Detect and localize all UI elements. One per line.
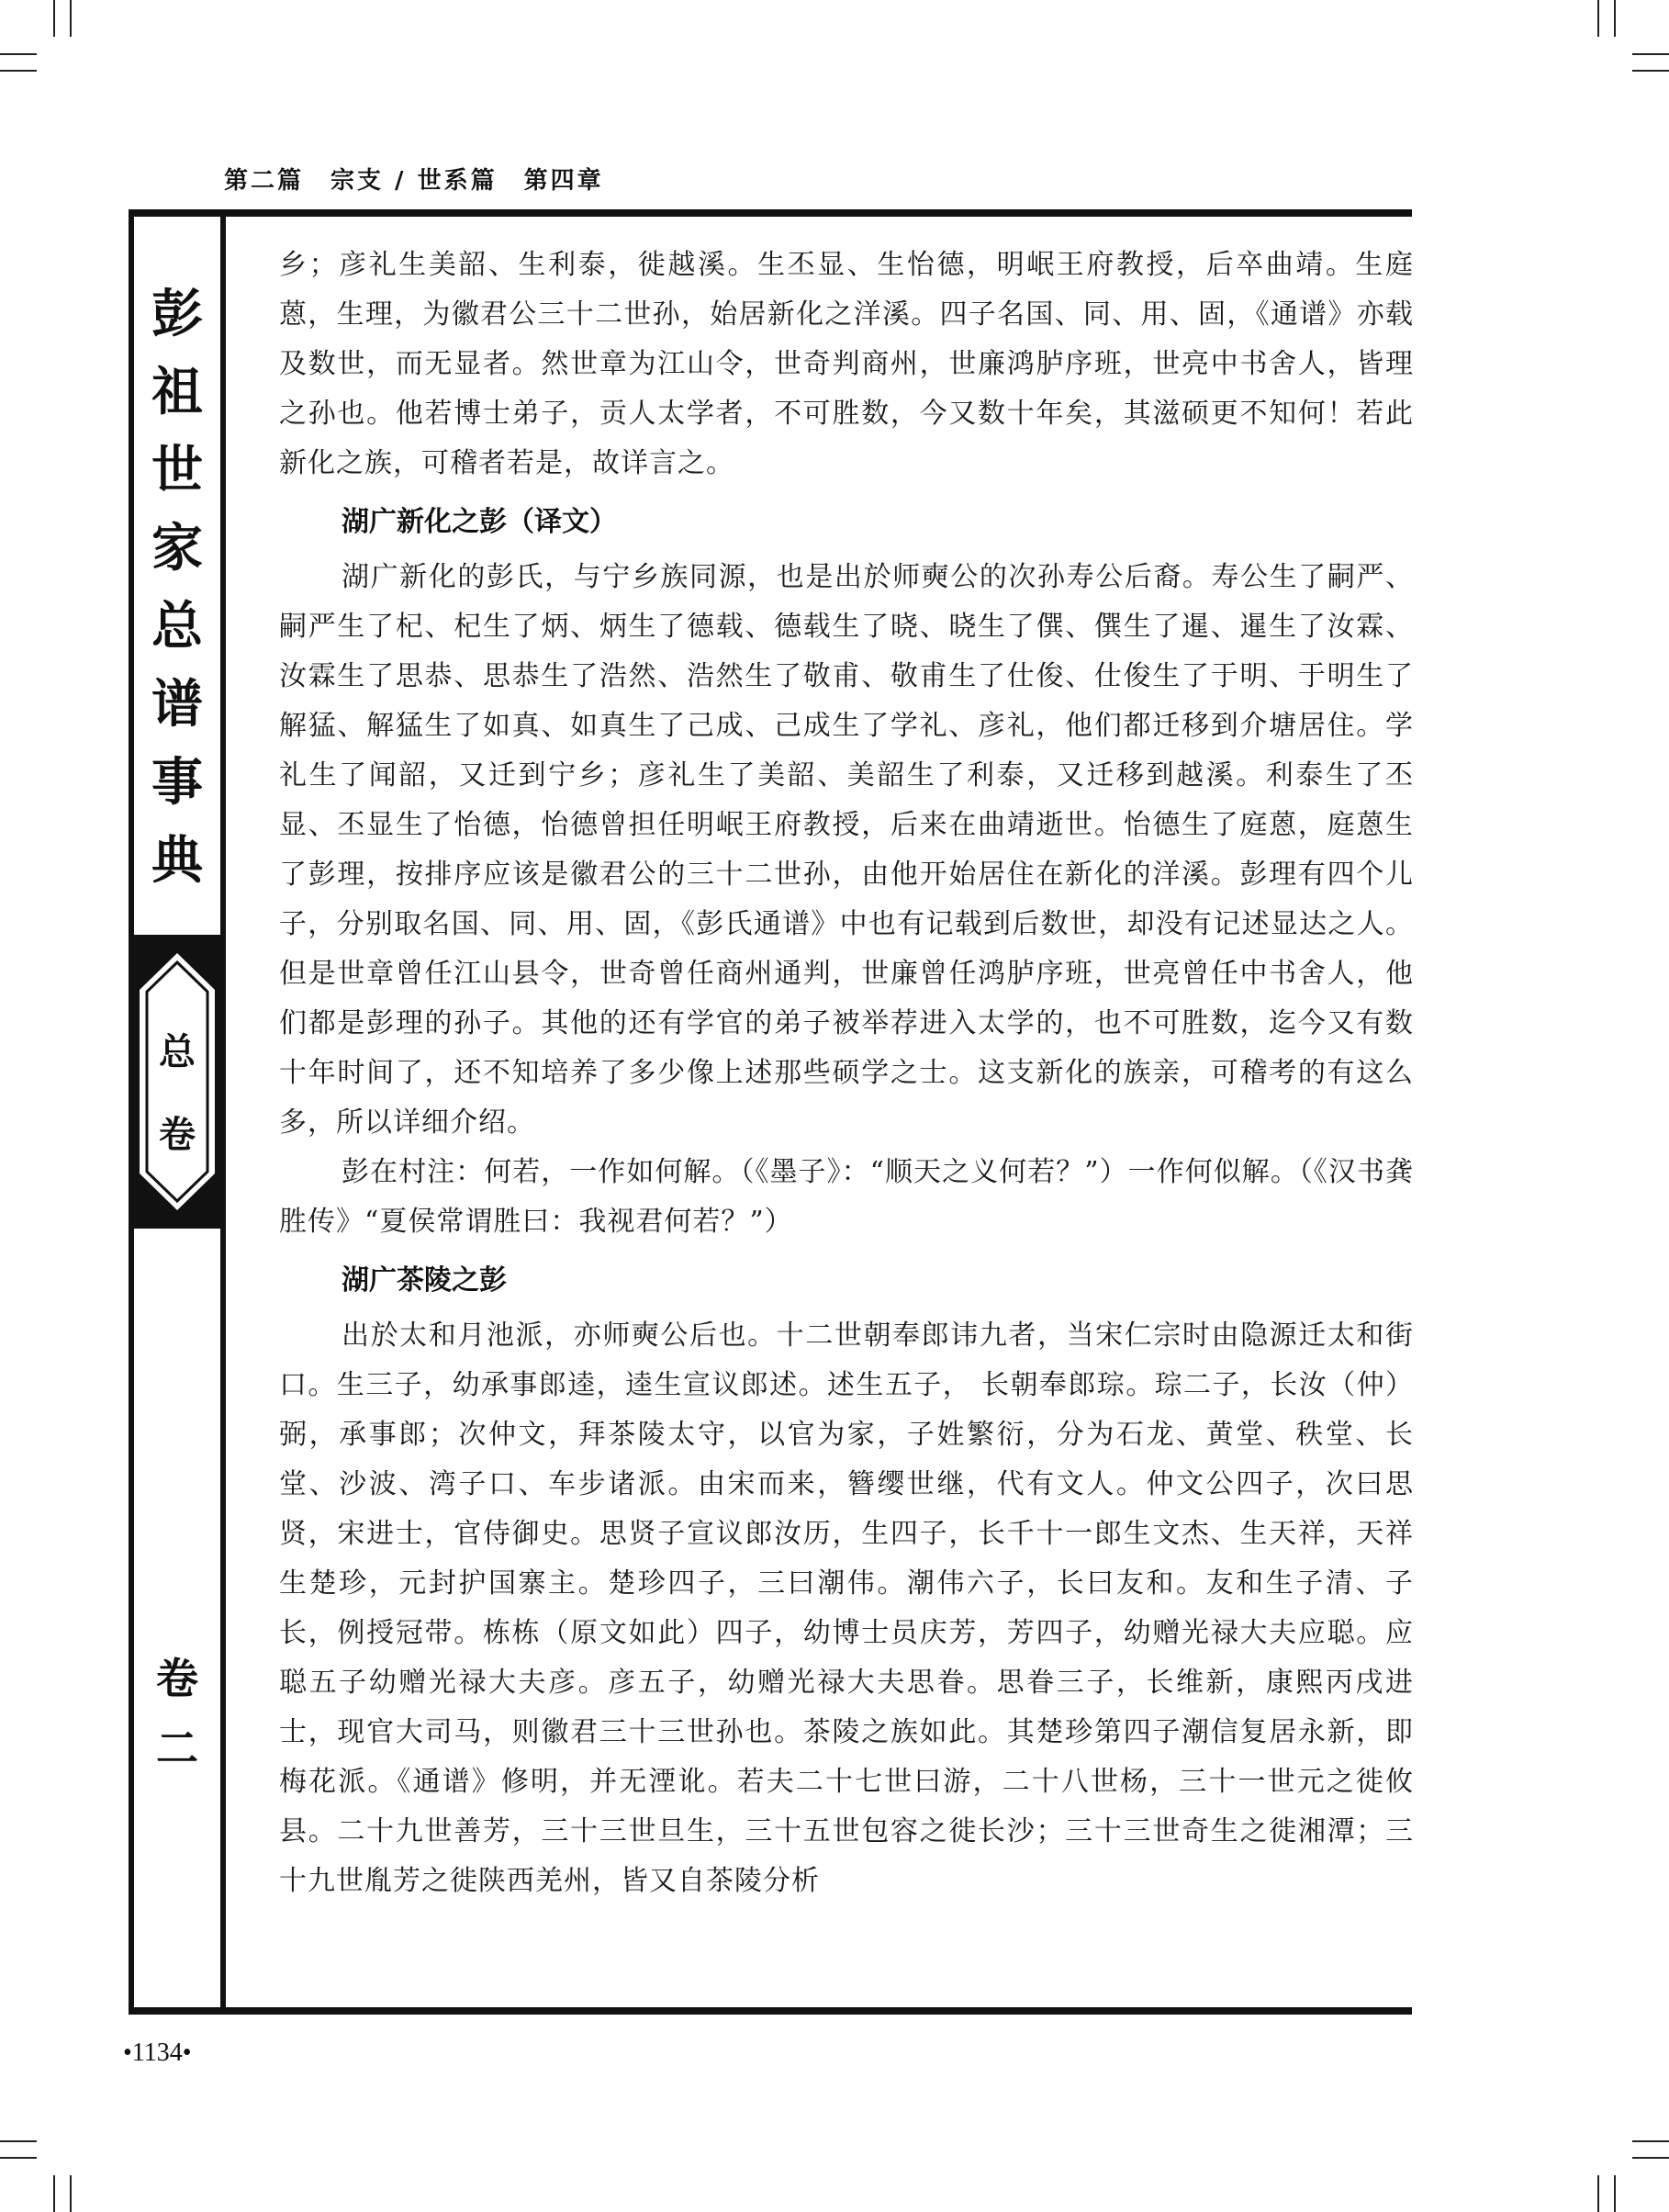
section-badge — [134, 935, 220, 1229]
crop-mark — [1632, 70, 1669, 72]
crop-mark — [1632, 2140, 1669, 2142]
book-title-char: 谱 — [151, 675, 203, 735]
section-label: 总 — [159, 1031, 196, 1073]
section-label: 卷 — [159, 1114, 196, 1156]
crop-mark — [53, 2175, 55, 2212]
crop-mark — [1597, 2175, 1599, 2212]
section-heading: 湖广茶陵之彭 — [342, 1264, 507, 1297]
crop-mark — [70, 0, 72, 37]
crop-mark — [53, 0, 55, 37]
book-title-char: 事 — [151, 753, 203, 813]
volume-label — [134, 1644, 220, 1783]
paragraph: 乡；彦礼生美韶、生利泰，徙越溪。生丕显、生怡德，明岷王府教授，后卒曲靖。生庭蒽，生理，为徽君公三十二世孙，始居新化之洋溪。四子名国、同、用、固，《通谱》亦载及数世，而无显者。然世章为江山令，世奇判商州，世廉鸿胪序班，世亮中书舍人，皆理之孙也。他若博士弟子，贡人太学者，不可胜数，今又数十年矣，其滋硕更不知何！若此新化之族，可稽者若是，故详言之。 — [279, 249, 1414, 479]
crop-mark — [1614, 2175, 1616, 2212]
bottom-rule — [129, 2007, 1412, 2015]
crop-mark — [0, 2140, 37, 2142]
book-title-char: 彭 — [151, 285, 203, 344]
page-number: •1134• — [123, 2038, 192, 2067]
crop-mark — [70, 2175, 72, 2212]
crop-mark — [0, 53, 37, 55]
badge-frame — [134, 935, 220, 1229]
paragraph: 湖广新化的彭氏，与宁乡族同源，也是出於师奭公的次孙寿公后裔。寿公生了嗣严、嗣严生了杞、杞生了炳、炳生了德载、德载生了晓、晓生了僎、僎生了暹、暹生了汝霖、汝霖生了思恭、思恭生了浩然、浩然生了敬甫、敬甫生了仕俊、仕俊生了于明、于明生了解猛、解猛生了如真、如真生了己成、己成生了学礼、彦礼，他们都迁移到介塘居住。学礼生了闻韶，又迁到宁乡；彦礼生了美韶、美韶生了利泰，又迁移到越溪。利泰生了丕显、丕显生了怡德，怡德曾担任明岷王府教授，后来在曲靖逝世。怡德生了庭蒽，庭蒽生了彭理，按排序应该是徽君公的三十二世孙，由他开始居住在新化的洋溪。彭理有四个儿子，分别取名国、同、用、固，《彭氏通谱》中也有记载到后数世，却没有记述显达之人。但是世章曾任江山县令，世奇曾任商州通判，世廉曾任鸿胪序班，世亮曾任中书舍人，他们都是彭理的孙子。其他的还有学官的弟子被举荐进入太学的，也不可胜数，迄今又有数十年时间了，还不知培养了多少像上述那些硕学之士。这支新化的族亲，可稽考的有这么多，所以详细介绍。 — [279, 561, 1414, 1139]
running-header: 第二篇 宗支 / 世系篇 第四章 — [224, 167, 604, 195]
crop-mark — [0, 2157, 37, 2159]
book-title — [134, 275, 220, 900]
annotation-paragraph: 彭在村注：何若，一作如何解。（《墨子》：“顺天之义何若？”）一作何似解。（《汉书龚胜传》“夏侯常谓胜曰：我视君何若？”） — [279, 1156, 1414, 1238]
book-title-char: 祖 — [151, 363, 203, 422]
section-heading: 湖广新化之彭（译文） — [342, 506, 617, 538]
book-title-char: 典 — [151, 831, 203, 891]
volume-char: 二 — [156, 1724, 198, 1773]
paragraph: 出於太和月池派，亦师奭公后也。十二世朝奉郎讳九者，当宋仁宗时由隐源迁太和街口。生三子，幼承事郎逵，逵生宣议郎述。述生五子， 长朝奉郎琮。琮二子，长汝（仲）弼，承事郎；次仲文，拜茶陵太守，以官为家，子姓繁衍，分为石龙、黄堂、秩堂、长堂、沙波、湾子口、车步诸派。由宋而来，簪缨世继，代有文人。仲文公四子，次曰思贤，宋进士，官侍御史。思贤子宣议郎汝历，生四子，长千十一郎生文杰、生天祥，天祥生楚珍，元封护国寨主。楚珍四子，三曰潮伟。潮伟六子，长曰友和。友和生子清、子长，例授冠带。栋栋（原文如此）四子，幼博士员庆芳，芳四子，幼赠光禄大夫应聪。应聪五子幼赠光禄大夫彦。彦五子，幼赠光禄大夫思眷。思眷三子，长维新，康熙丙戌进士，现官大司马，则徽君三十三世孙也。茶陵之族如此。其楚珍第四子潮信复居永新，即梅花派。《通谱》修明，并无湮讹。若夫二十七世曰游，二十八世杨，三十一世元之徙攸县。二十九世善芳，三十三世旦生，三十五世包容之徙长沙；三十三世奇生之徙湘潭；三十九世胤芳之徙陕西羌州，皆又自茶陵分析 — [279, 1319, 1414, 1897]
crop-mark — [1597, 0, 1599, 37]
book-title-char: 总 — [151, 597, 203, 657]
volume-char: 卷 — [156, 1654, 198, 1703]
top-rule — [129, 209, 1412, 217]
crop-mark — [1614, 0, 1616, 37]
book-title-char: 家 — [151, 519, 203, 578]
crop-mark — [1632, 2157, 1669, 2159]
crop-mark — [0, 70, 37, 72]
sidebar-inner-line — [220, 209, 226, 2015]
book-title-char: 世 — [151, 441, 203, 500]
main-text — [279, 241, 1414, 1906]
crop-mark — [1632, 53, 1669, 55]
